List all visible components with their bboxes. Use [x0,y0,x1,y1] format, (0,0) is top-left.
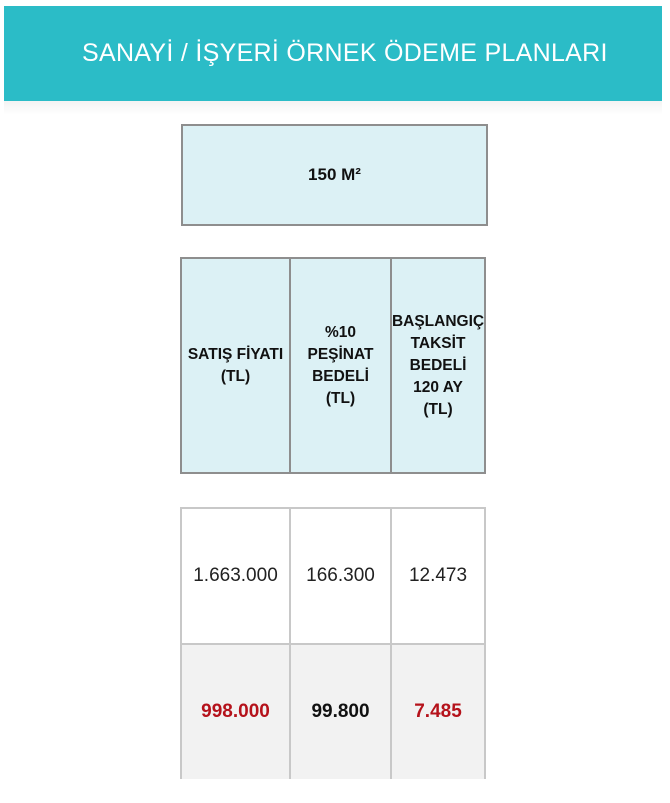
sale-price-cell: 998.000 [201,701,270,722]
table-row [182,643,484,779]
installment-cell: 7.485 [390,645,484,779]
down-payment-cell: 99.800 [289,645,390,779]
page-title: SANAYİ / İŞYERİ ÖRNEK ÖDEME PLANLARI [82,39,608,67]
area-size-label: 150 M² [308,165,361,184]
area-size-box [181,124,488,226]
header-installment-label: BAŞLANGIÇ TAKSİT BEDELİ 120 AY (TL) [391,312,485,418]
table-row [182,509,484,643]
payment-table-body [180,507,486,779]
header-installment [390,259,484,472]
down-payment-cell: 166.300 [289,509,390,643]
sale-price-cell: 1.663.000 [193,565,278,586]
header-sale-price-label: SATIŞ FİYATI (TL) [187,345,284,385]
installment-cell: 12.473 [390,509,484,643]
header-down-payment [289,259,390,472]
header-sale-price [182,259,289,472]
payment-table-header [180,257,486,474]
title-banner [4,6,662,101]
header-down-payment-label: %10 PEŞİNAT BEDELİ (TL) [307,323,374,407]
banner-shadow [4,101,662,115]
